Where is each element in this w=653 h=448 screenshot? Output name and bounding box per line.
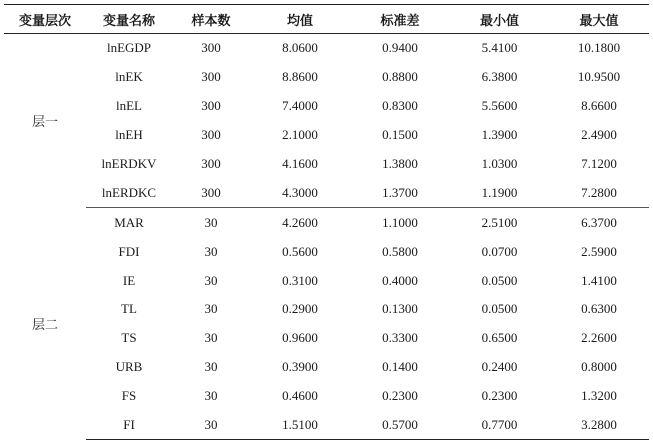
min-cell: 0.2300	[481, 388, 518, 404]
max-cell: 6.3700	[581, 214, 617, 230]
max-cell: 7.2800	[549, 178, 649, 207]
std-dev-cell: 1.1000	[382, 214, 418, 230]
variable-name-cell: FDI	[118, 243, 140, 259]
variable-name-cell: lnEL	[116, 98, 142, 114]
variable-name-cell: FS	[121, 388, 137, 404]
header-row	[4, 5, 649, 34]
std-dev-cell: 0.5700	[350, 411, 450, 440]
sample-size-cell: 300	[201, 156, 221, 171]
table-body	[4, 34, 649, 440]
sample-size-cell: 30	[172, 411, 250, 440]
std-dev-cell: 0.3300	[382, 330, 418, 346]
header-std-dev: 标准差	[350, 5, 450, 34]
header-min: 最小值	[450, 5, 549, 34]
std-dev-cell: 1.3700	[350, 178, 450, 207]
sample-size-cell: 300	[172, 178, 250, 207]
table-row	[4, 382, 649, 411]
std-dev-cell: 0.9400	[382, 40, 418, 56]
variable-name-cell: FI	[86, 411, 172, 440]
std-dev-cell: 0.8300	[382, 98, 418, 114]
variable-name-cell: lnERDKC	[86, 178, 172, 207]
min-cell: 5.4100	[481, 40, 518, 56]
min-cell: 0.6500	[481, 330, 518, 346]
mean-cell: 4.3000	[250, 178, 350, 207]
variable-name-cell: TS	[121, 330, 137, 346]
table-row	[4, 353, 649, 382]
mean-cell: 4.1600	[282, 156, 318, 171]
header-sample-size: 样本数	[172, 5, 250, 34]
mean-cell: 0.3100	[282, 272, 318, 288]
variable-level-cell: 层一	[31, 115, 58, 131]
variable-name-cell: lnERDKV	[101, 156, 157, 171]
std-dev-cell: 0.4000	[382, 272, 418, 288]
max-cell: 10.1800	[577, 40, 621, 56]
max-cell: 1.3200	[581, 388, 617, 404]
min-cell: 6.3800	[481, 69, 518, 85]
std-dev-cell: 0.5800	[382, 243, 418, 259]
min-cell: 5.5600	[481, 98, 518, 114]
header-variable-name: 变量名称	[86, 5, 172, 34]
table-row	[4, 324, 649, 353]
descriptive-statistics-table	[4, 4, 649, 440]
table-row	[4, 208, 649, 237]
mean-cell: 0.3900	[282, 359, 318, 375]
min-cell: 0.0500	[481, 301, 518, 317]
variable-name-cell: URB	[115, 359, 143, 375]
sample-size-cell: 30	[204, 214, 218, 230]
std-dev-cell: 1.3800	[382, 156, 418, 171]
table-row	[4, 63, 649, 92]
mean-cell: 8.8600	[282, 69, 318, 85]
max-cell: 0.6300	[581, 301, 617, 317]
min-cell: 0.2400	[481, 359, 518, 375]
max-cell: 1.4100	[581, 272, 617, 288]
std-dev-cell: 0.8800	[382, 69, 418, 85]
max-cell: 7.1200	[581, 156, 617, 171]
variable-level-cell: 层二	[31, 318, 58, 334]
max-cell: 2.4900	[581, 127, 617, 143]
min-cell: 1.3900	[481, 127, 518, 143]
table-row	[4, 266, 649, 295]
variable-name-cell: IE	[122, 272, 136, 288]
table-row	[4, 121, 649, 150]
variable-name-cell: lnEGDP	[106, 40, 152, 56]
variable-name-cell: lnEH	[115, 127, 143, 143]
max-cell: 3.2800	[549, 411, 649, 440]
sample-size-cell: 30	[204, 301, 218, 317]
sample-size-cell: 300	[201, 69, 221, 85]
sample-size-cell: 300	[201, 98, 221, 114]
mean-cell: 1.5100	[250, 411, 350, 440]
variable-name-cell: TL	[121, 301, 137, 317]
table-row	[4, 34, 649, 63]
min-cell: 1.0300	[481, 156, 518, 171]
max-cell: 8.6600	[581, 98, 617, 114]
table-row	[4, 150, 649, 179]
sample-size-cell: 30	[204, 388, 218, 404]
variable-name-cell: lnEK	[115, 69, 143, 85]
min-cell: 2.5100	[481, 214, 518, 230]
table-row	[4, 92, 649, 121]
mean-cell: 0.2900	[282, 301, 318, 317]
table-row	[4, 178, 649, 207]
header-variable-level: 变量层次	[4, 5, 86, 34]
max-cell: 0.8000	[581, 359, 617, 375]
sample-size-cell: 30	[204, 359, 218, 375]
sample-size-cell: 30	[204, 330, 218, 346]
sample-size-cell: 300	[201, 127, 221, 143]
mean-cell: 0.5600	[282, 243, 318, 259]
header-mean: 均值	[250, 5, 350, 34]
header-max: 最大值	[549, 5, 649, 34]
std-dev-cell: 0.1500	[382, 127, 418, 143]
min-cell: 0.0500	[481, 272, 518, 288]
mean-cell: 2.1000	[282, 127, 318, 143]
mean-cell: 8.0600	[282, 40, 318, 56]
sample-size-cell: 30	[204, 243, 218, 259]
table-row	[4, 237, 649, 266]
mean-cell: 4.2600	[282, 214, 318, 230]
mean-cell: 7.4000	[282, 98, 318, 114]
sample-size-cell: 300	[201, 40, 221, 56]
max-cell: 10.9500	[577, 69, 621, 85]
table-row	[4, 411, 649, 440]
min-cell: 0.7700	[450, 411, 549, 440]
std-dev-cell: 0.1400	[382, 359, 418, 375]
table-row	[4, 295, 649, 324]
mean-cell: 0.9600	[282, 330, 318, 346]
max-cell: 2.2600	[581, 330, 617, 346]
std-dev-cell: 0.2300	[382, 388, 418, 404]
variable-name-cell: MAR	[114, 214, 144, 230]
max-cell: 2.5900	[581, 243, 617, 259]
sample-size-cell: 30	[204, 272, 218, 288]
min-cell: 0.0700	[481, 243, 518, 259]
min-cell: 1.1900	[450, 178, 549, 207]
mean-cell: 0.4600	[282, 388, 318, 404]
std-dev-cell: 0.1300	[382, 301, 418, 317]
